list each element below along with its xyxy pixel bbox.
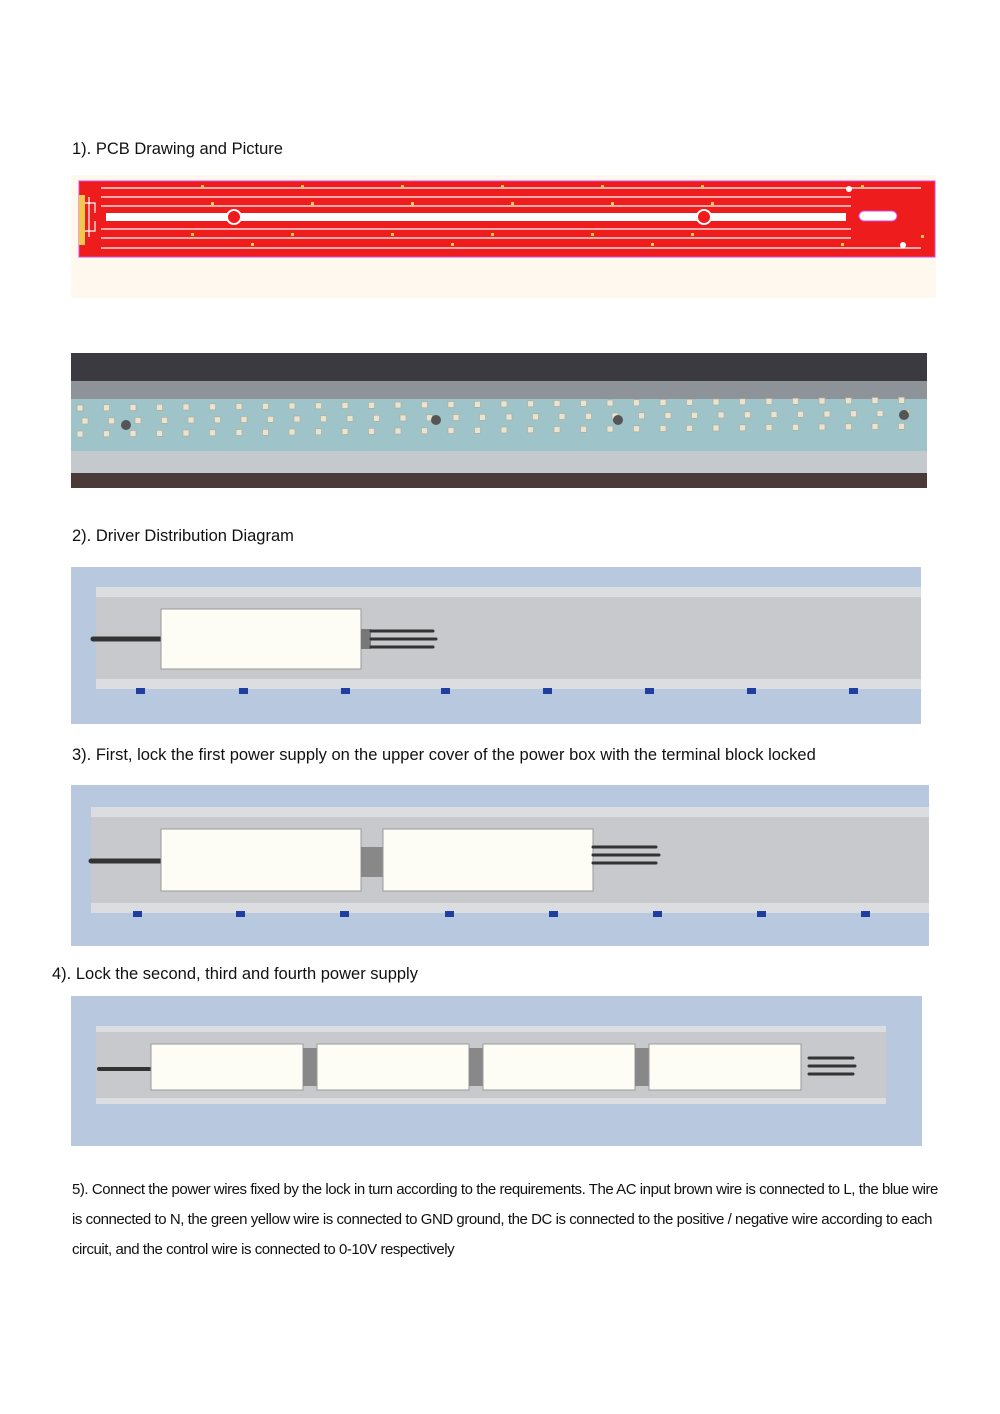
led-chip	[581, 400, 587, 406]
led-chip	[692, 412, 698, 418]
led-chip	[241, 417, 247, 423]
led-chip	[130, 431, 136, 437]
led-chip	[506, 414, 512, 420]
led-chip	[321, 416, 327, 422]
led-chip	[480, 414, 486, 420]
led-chip	[422, 428, 428, 434]
led-chip	[846, 424, 852, 430]
two-drivers	[71, 785, 929, 946]
rail-bottom	[71, 451, 927, 473]
driver-1	[161, 829, 361, 891]
pcb-oval-slot	[859, 211, 897, 221]
led-chip	[501, 427, 507, 433]
housing-top-flange	[91, 807, 929, 817]
led-chip	[877, 411, 883, 417]
housing-bottom-flange	[96, 1098, 886, 1104]
section-3-heading: 3). First, lock the first power supply on the upper cover of the power box with the terminal block locked	[72, 746, 816, 764]
led-chip	[824, 411, 830, 417]
driver-2	[383, 829, 593, 891]
board-screw	[431, 415, 441, 425]
led-chip	[766, 399, 772, 405]
led-chip	[104, 405, 110, 411]
led-chip	[342, 403, 348, 409]
led-chip	[687, 425, 693, 431]
section-2-heading: 2). Driver Distribution Diagram	[72, 527, 294, 545]
terminal-block	[303, 1048, 317, 1086]
pcb-photo-figure	[71, 353, 927, 488]
led-chip	[162, 417, 168, 423]
terminal-block	[469, 1048, 483, 1086]
photo-floor	[71, 473, 927, 488]
led-chip	[554, 401, 560, 407]
led-chip	[422, 402, 428, 408]
led-chip	[586, 413, 592, 419]
led-chip	[215, 417, 221, 423]
led-chip	[453, 415, 459, 421]
led-chip	[104, 431, 110, 437]
led-chip	[130, 405, 136, 411]
led-chip	[263, 429, 269, 435]
housing-bottom-flange	[91, 903, 929, 913]
led-chip	[374, 415, 380, 421]
led-chip	[607, 400, 613, 406]
one-driver	[71, 567, 921, 724]
led-chip	[342, 429, 348, 435]
led-chip	[740, 399, 746, 405]
led-chip	[713, 399, 719, 405]
led-chip	[559, 414, 565, 420]
section-4-heading: 4). Lock the second, third and fourth power supply	[52, 965, 418, 983]
led-chip	[347, 416, 353, 422]
led-chip	[899, 397, 905, 403]
led-chip	[793, 398, 799, 404]
led-chip	[798, 411, 804, 417]
led-chip	[109, 418, 115, 424]
pcb-drawing	[71, 175, 936, 298]
led-chip	[369, 428, 375, 434]
led-chip	[528, 427, 534, 433]
led-chip	[135, 418, 141, 424]
housing-top-flange	[96, 1026, 886, 1032]
led-chip	[793, 424, 799, 430]
pcb-mount-hole	[227, 210, 241, 224]
led-chip	[851, 411, 857, 417]
terminal-block	[361, 847, 383, 877]
led-chip	[660, 426, 666, 432]
pcb-via	[900, 242, 906, 248]
led-chip	[528, 401, 534, 407]
led-chip	[188, 417, 194, 423]
led-chip	[210, 404, 216, 410]
led-chip	[268, 416, 274, 422]
pcb-mount-hole	[697, 210, 711, 224]
driver-2	[317, 1044, 469, 1090]
led-chip	[634, 426, 640, 432]
driver-diagram-4-figure	[71, 996, 922, 1146]
led-chip	[766, 425, 772, 431]
four-drivers	[71, 996, 922, 1146]
pcb-photo	[71, 353, 927, 488]
led-chip	[501, 401, 507, 407]
led-chip	[82, 418, 88, 424]
driver-3	[483, 1044, 635, 1090]
led-chip	[533, 414, 539, 420]
section-1-heading: 1). PCB Drawing and Picture	[72, 140, 283, 158]
led-chip	[718, 412, 724, 418]
led-chip	[581, 426, 587, 432]
board-screw	[121, 420, 131, 430]
led-chip	[77, 405, 83, 411]
terminal-block	[635, 1048, 649, 1086]
led-chip	[713, 425, 719, 431]
led-chip	[316, 429, 322, 435]
driver-4	[649, 1044, 801, 1090]
board-screw	[899, 410, 909, 420]
led-chip	[183, 404, 189, 410]
led-chip	[607, 426, 613, 432]
led-chip	[236, 430, 242, 436]
led-chip	[665, 413, 671, 419]
rail-top	[71, 381, 927, 399]
driver-diagram-1-figure	[71, 567, 921, 724]
board-screw	[613, 415, 623, 425]
led-chip	[872, 424, 878, 430]
pcb-via	[846, 186, 852, 192]
led-chip	[236, 404, 242, 410]
led-chip	[400, 415, 406, 421]
driver-1	[161, 609, 361, 669]
driver-diagram-2-figure	[71, 785, 929, 946]
led-chip	[634, 400, 640, 406]
led-chip	[899, 423, 905, 429]
led-chip	[294, 416, 300, 422]
led-chip	[369, 402, 375, 408]
led-chip	[554, 427, 560, 433]
led-chip	[289, 429, 295, 435]
led-chip	[316, 403, 322, 409]
led-chip	[846, 398, 852, 404]
led-chip	[289, 403, 295, 409]
led-chip	[157, 430, 163, 436]
led-chip	[183, 430, 189, 436]
led-chip	[745, 412, 751, 418]
pcb-drawing-figure	[71, 175, 936, 298]
led-chip	[395, 428, 401, 434]
led-chip	[448, 402, 454, 408]
led-chip	[77, 431, 83, 437]
led-chip	[740, 425, 746, 431]
led-chip	[157, 404, 163, 410]
led-chip	[639, 413, 645, 419]
led-chip	[210, 430, 216, 436]
led-chip	[687, 399, 693, 405]
led-chip	[660, 400, 666, 406]
pcb-edge-pads	[79, 195, 85, 245]
led-chip	[771, 412, 777, 418]
section-5-text: 5). Connect the power wires fixed by the lock in turn according to the requirements. The AC input brown wire is connected to L, the blue wire is connected to N, the green yellow wire is connected to GND ground, the DC is connected to the positive / negative wire according to each circuit, and the control wire is connected to 0-10V respectively	[72, 1181, 938, 1258]
housing-bottom-flange	[96, 679, 921, 689]
pcb-center-slot	[106, 213, 846, 221]
led-chip	[263, 403, 269, 409]
led-chip	[395, 402, 401, 408]
housing-top-flange	[96, 587, 921, 597]
driver-1	[151, 1044, 303, 1090]
led-chip	[475, 401, 481, 407]
led-chip	[448, 428, 454, 434]
led-chip	[475, 427, 481, 433]
led-chip	[872, 398, 878, 404]
led-chip	[819, 398, 825, 404]
led-chip	[819, 424, 825, 430]
